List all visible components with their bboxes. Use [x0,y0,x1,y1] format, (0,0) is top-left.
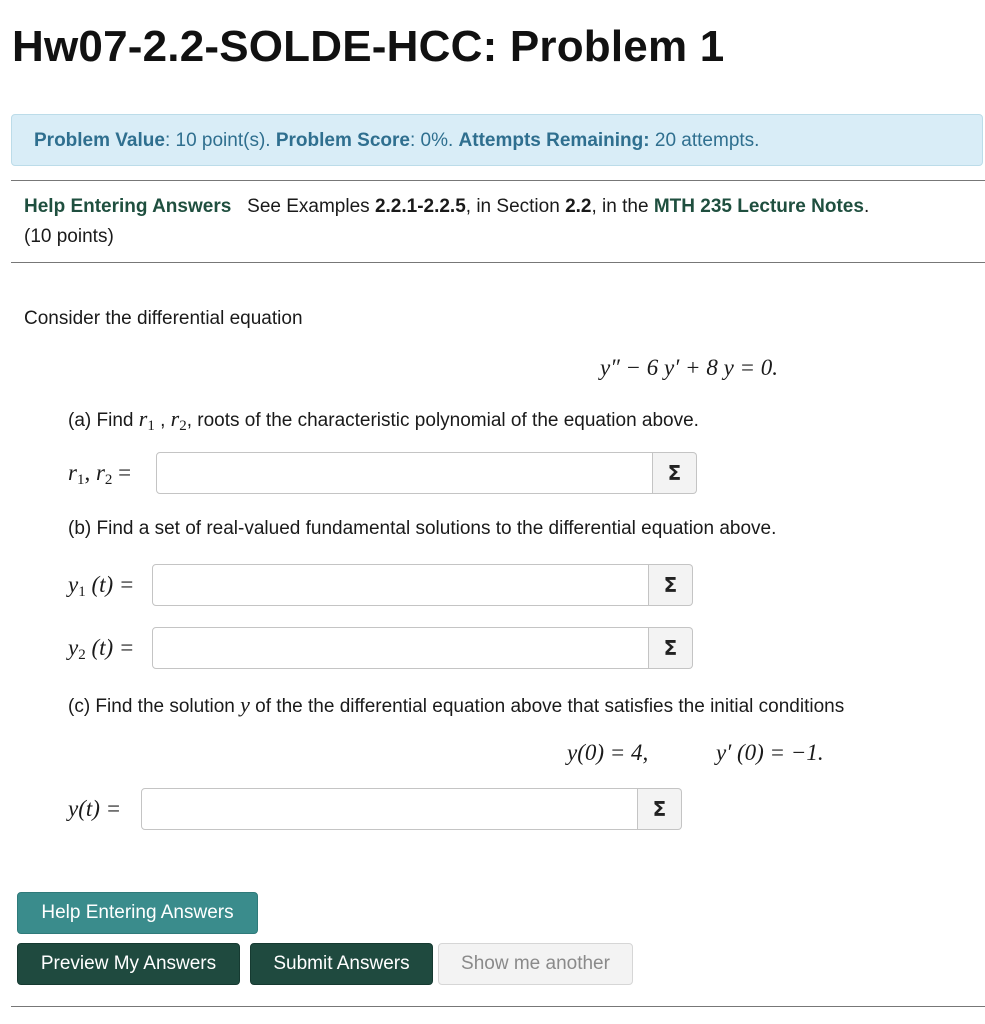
equation-editor-icon[interactable]: Σ [649,627,693,669]
label-y1-rest: (t) = [85,572,135,597]
part-a-pre: (a) Find [68,410,139,431]
label-y1-letter: y [68,572,79,597]
problem-score-text: : 0%. [409,130,459,151]
divider-bottom [11,1006,985,1007]
answer-input-y[interactable] [141,788,638,830]
problem-intro: Consider the differential equation [24,308,303,329]
part-a-r1 [138,406,155,434]
differential-equation: y″ − 6 y′ + 8 y = 0. [600,355,779,380]
label-r1-letter: r [68,460,77,485]
answer-input-y2[interactable] [152,627,649,669]
help-line [24,196,869,218]
label-y2 [68,635,134,664]
help-examples: 2.2.1-2.2.5 [374,196,466,217]
help-in-the: , in the [591,196,654,217]
label-y1 [68,572,134,601]
answer-row-y2 [152,627,692,669]
equation-editor-icon[interactable]: Σ [649,564,693,606]
show-another-button[interactable]: Show me another [438,943,633,985]
part-a-r2-letter: r [170,406,180,431]
equation-editor-icon[interactable]: Σ [638,788,682,830]
label-r2-sub: 2 [104,472,113,488]
part-b-text: (b) Find a set of real-valued fundamental solutions to the differential equation above. [68,518,777,539]
help-entering-answers-button[interactable]: Help Entering Answers [17,892,258,934]
label-y1-sub: 1 [78,584,86,600]
preview-answers-button[interactable]: Preview My Answers [17,943,240,985]
lecture-notes-link[interactable]: MTH 235 Lecture Notes [653,196,864,217]
part-c-pre: (c) Find the solution [68,696,241,717]
answer-input-r1r2[interactable] [156,452,653,494]
help-period: . [863,196,870,217]
label-r-comma: , [84,460,96,485]
label-r1-sub: 1 [76,472,85,488]
label-y2-rest: (t) = [85,635,135,660]
initial-condition-1: y(0) = 4, [567,740,649,765]
answer-row-r1r2 [156,452,697,494]
part-a-r2-sub: 2 [179,418,187,434]
help-section: 2.2 [565,196,592,217]
part-a-r1-letter: r [138,406,148,431]
divider-top [11,180,985,181]
help-entering-answers-link[interactable]: Help Entering Answers [24,196,232,217]
part-c-text [68,692,844,718]
problem-value-text: : 10 point(s). [164,130,276,151]
answer-input-y1[interactable] [152,564,649,606]
label-r1-r2 [68,460,131,489]
label-r-eq: = [112,460,132,485]
submit-answers-button[interactable]: Submit Answers [250,943,433,985]
part-a-comma: , [154,410,171,431]
problem-score-label: Problem Score [275,130,410,151]
problem-points: (10 points) [24,226,114,247]
label-y: y(t) = [68,796,122,821]
answer-row-y [141,788,681,830]
label-y2-letter: y [68,635,79,660]
help-in-section: , in Section [465,196,566,217]
answer-row-y1 [152,564,692,606]
part-a-r1-sub: 1 [147,418,155,434]
problem-info-banner [11,114,983,166]
part-a-r2 [170,406,187,434]
page-title: Hw07-2.2-SOLDE-HCC: Problem 1 [12,22,725,71]
part-c-post: of the the differential equation above that satisfies the initial conditions [249,696,845,717]
initial-condition-2: y′ (0) = −1. [716,740,824,765]
problem-value-label: Problem Value [34,130,165,151]
attempts-remaining-label: Attempts Remaining: [458,130,650,151]
equation-editor-icon[interactable]: Σ [653,452,697,494]
divider-mid [11,262,985,263]
label-y2-sub: 2 [78,647,86,663]
part-c-y: y [240,692,250,717]
attempts-remaining-text: 20 attempts. [649,130,760,151]
label-r2-letter: r [95,460,105,485]
part-a-text [68,406,699,435]
part-a-post: , roots of the characteristic polynomial of the equation above. [186,410,699,431]
help-see-text: See Examples [247,196,375,217]
